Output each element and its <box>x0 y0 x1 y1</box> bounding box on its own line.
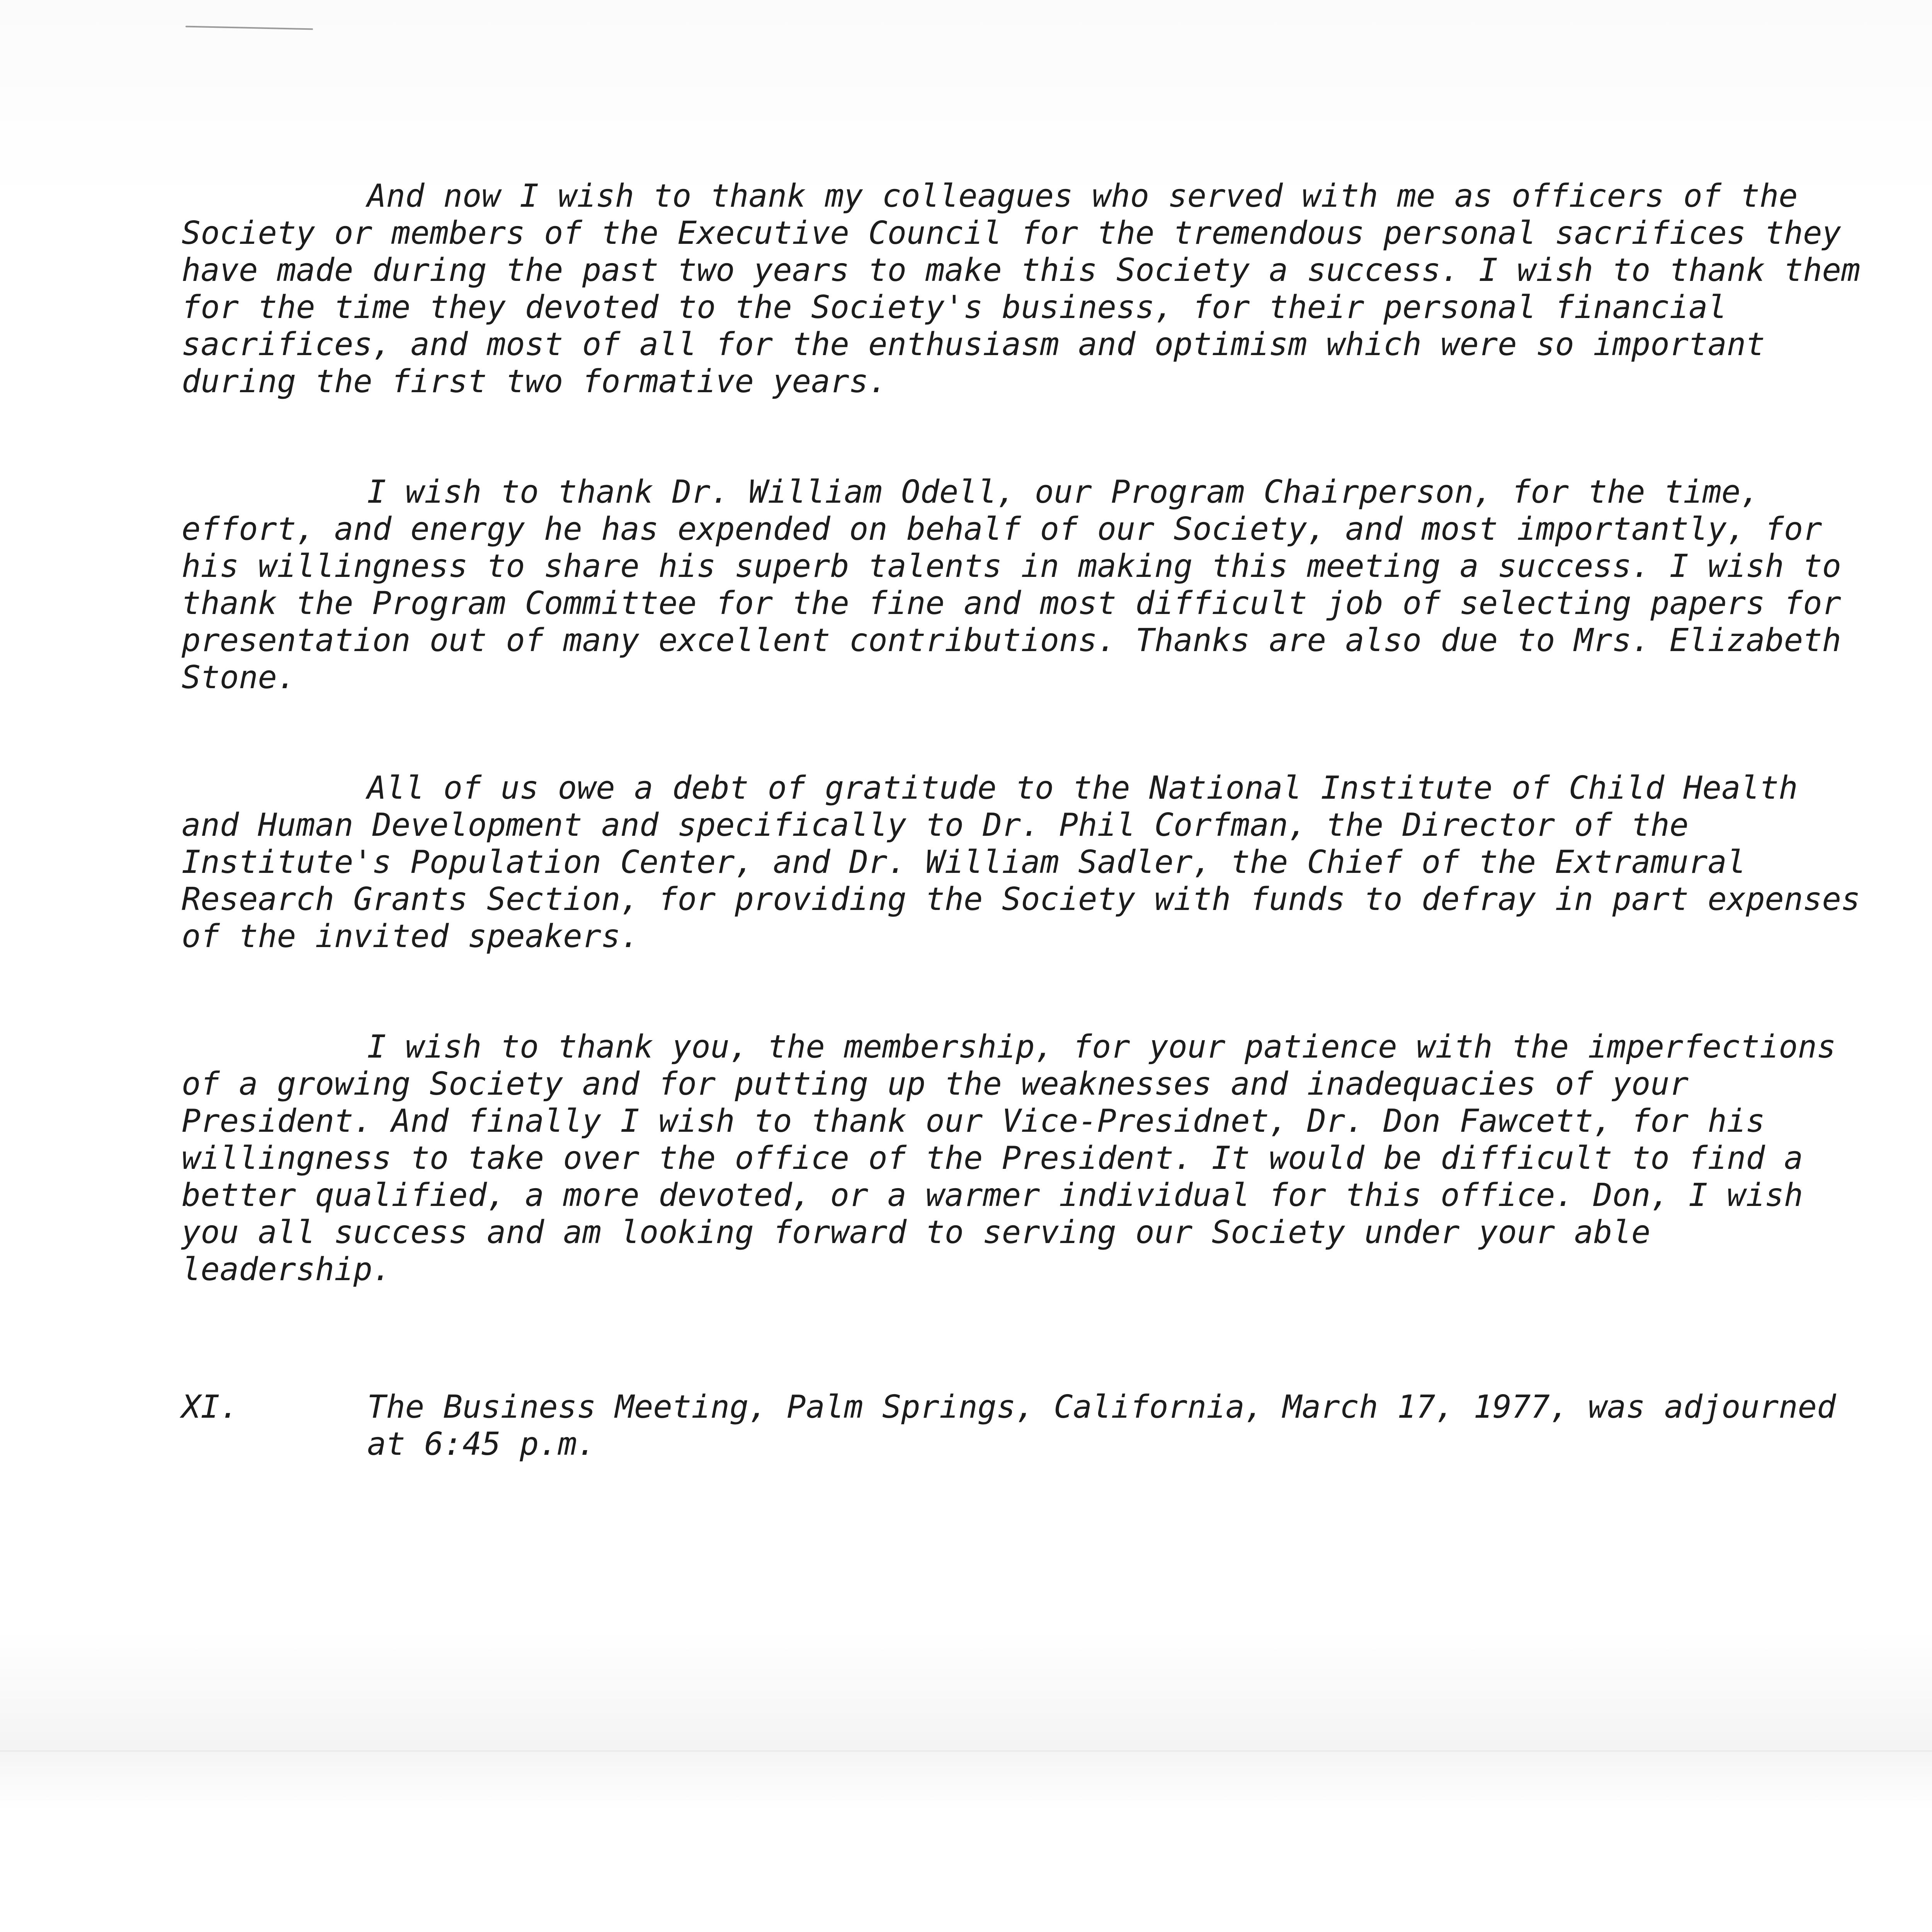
paragraph-thanks-colleagues: And now I wish to thank my colleagues who served with me as officers of the Society or members of the Executive Council for the tremendous personal sacrifices they have made during the past two years to make this Society a success. I wish to thank them for the time they devoted to the Society's business, for their personal financial sacrifices, and most of all for the enthusiasm and optimism which were so important during the first two formative years. <box>182 178 1861 400</box>
paragraph-thanks-program-chair: I wish to thank Dr. William Odell, our Program Chairperson, for the time, effort, and energy he has expended on behalf of our Society, and most importantly, for his willingness to share his superb talents in making this meeting a success. I wish to thank the Program Committee for the fine and most difficult job of selecting papers for presentation out of many excellent contributions. Thanks are also due to Mrs. Elizabeth Stone. <box>182 474 1842 696</box>
paper-fold-line <box>0 1750 1932 1752</box>
pencil-mark <box>185 26 313 30</box>
section-text: The Business Meeting, Palm Springs, California, March 17, 1977, was adjourned at 6:45 p.m. <box>367 1389 1836 1463</box>
paragraph-thanks-membership: I wish to thank you, the membership, for your patience with the imperfections of a growing Society and for putting up the weaknesses and inadequacies of your President. And finally I wish to thank our Vice-Presidnet, Dr. Don Fawcett, for his willingness to take over the office of the President. It would be difficult to find a better qualified, a more devoted, or a warmer individual for this office. Don, I wish you all success and am looking forward to serving our Society under your able leadership. <box>182 1029 1836 1288</box>
section-item-xi <box>182 1389 1866 1463</box>
section-number: XI. <box>182 1389 239 1425</box>
paragraph-thanks-nichd: All of us owe a debt of gratitude to the National Institute of Child Health and Human Development and specifically to Dr. Phil Corfman, the Director of the Institute's Population Center, and Dr. William Sadler, the Chief of the Extramural Research Grants Section, for providing the Society with funds to defray in part expenses of the invited speakers. <box>182 770 1861 955</box>
document-body <box>182 178 1866 1463</box>
